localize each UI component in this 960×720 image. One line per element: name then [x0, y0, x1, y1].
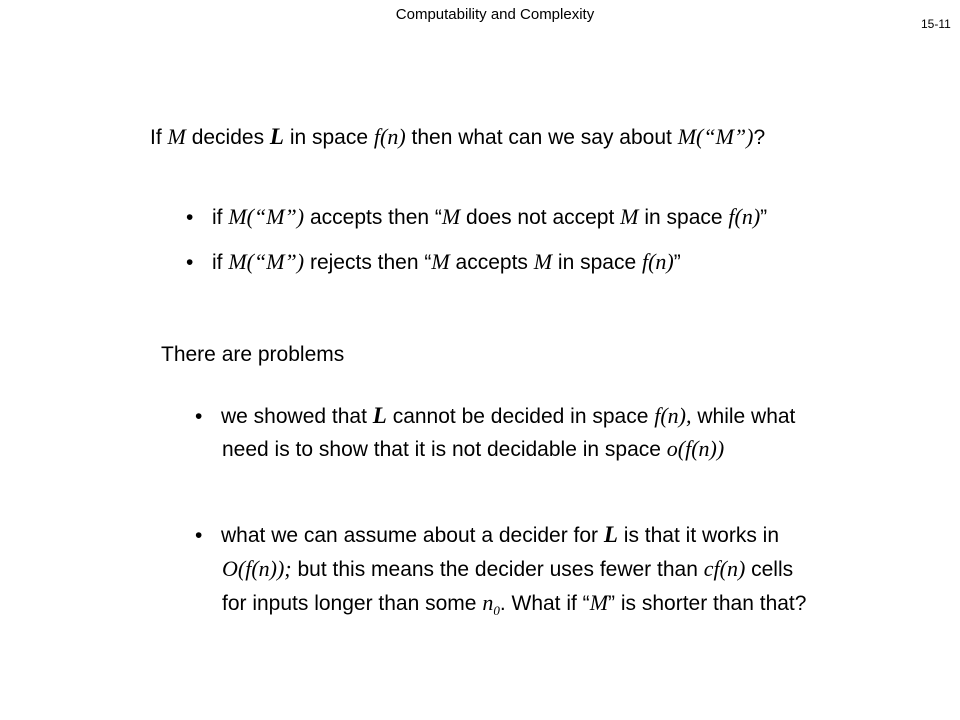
problem-text: we showed that — [221, 405, 367, 428]
math-fn: f(n) — [373, 124, 406, 149]
math-M: M — [620, 204, 639, 229]
problem-1-line-2 — [222, 436, 724, 463]
problem-text: ” is shorter than that? — [608, 592, 807, 615]
language-L: L — [603, 522, 618, 547]
problem-text: while what — [697, 405, 796, 428]
math-fn: f(n) — [641, 249, 674, 274]
case-accept — [186, 204, 767, 231]
math-M: M — [589, 590, 609, 615]
problem-text: but this means the decider uses fewer than — [297, 558, 698, 581]
slide-number: 15-11 — [921, 17, 951, 31]
language-L: L — [372, 403, 387, 428]
bullet: • — [186, 251, 194, 274]
case-text: in space — [644, 206, 723, 229]
case-text: accepts then “ — [309, 206, 442, 229]
case-text: ” — [760, 206, 768, 229]
problem-1-line-1 — [195, 403, 795, 430]
header-title: Computability and Complexity — [395, 6, 595, 23]
question-text: decides — [191, 126, 265, 149]
math-M-of-M: M(“M”) — [677, 124, 754, 149]
math-n0-subscript: 0 — [493, 603, 500, 618]
case-text: does not accept — [466, 206, 615, 229]
case-text: accepts — [455, 251, 528, 274]
math-fn: f(n) — [728, 204, 761, 229]
case-reject — [186, 249, 681, 276]
problem-text: cannot be decided in space — [392, 405, 649, 428]
case-text: if — [212, 206, 223, 229]
problem-text: need is to show that it is not decidable in space — [222, 438, 661, 461]
math-cfn: cf(n) — [703, 556, 746, 581]
bullet: • — [195, 405, 203, 428]
math-n0-base: n — [482, 590, 494, 615]
math-M: M — [533, 249, 553, 274]
question-text: then what can we say about — [411, 126, 672, 149]
problem-text: cells — [751, 558, 794, 581]
question-text: If — [150, 126, 162, 149]
case-text: rejects then “ — [309, 251, 432, 274]
problem-2-line-3 — [222, 590, 806, 624]
case-text: in space — [557, 251, 637, 274]
problem-text: for inputs longer than some — [222, 592, 477, 615]
problem-text: what we can assume about a decider for — [221, 524, 599, 547]
question-line — [150, 124, 765, 151]
question-text: in space — [289, 126, 369, 149]
math-M: M — [431, 249, 450, 274]
problem-2-line-2 — [222, 556, 793, 583]
math-o-fn: o(f(n)) — [666, 436, 725, 461]
math-M: M — [167, 124, 186, 149]
math-fn: f(n), — [654, 403, 692, 428]
math-M: M — [441, 204, 461, 229]
bullet: • — [195, 524, 203, 547]
math-O-fn: O(f(n)); — [222, 556, 292, 581]
math-M-of-M: M(“M”) — [228, 249, 305, 274]
math-n0 — [482, 590, 500, 618]
problem-text: is that it works in — [623, 524, 780, 547]
case-text: ” — [673, 251, 681, 274]
problems-heading: There are problems — [161, 343, 345, 366]
problem-text: . What if “ — [499, 592, 590, 615]
bullet: • — [186, 206, 194, 229]
problem-2-line-1 — [195, 522, 779, 549]
case-text: if — [212, 251, 223, 274]
language-L: L — [269, 124, 284, 149]
question-mark: ? — [753, 126, 766, 149]
math-M-of-M: M(“M”) — [228, 204, 305, 229]
